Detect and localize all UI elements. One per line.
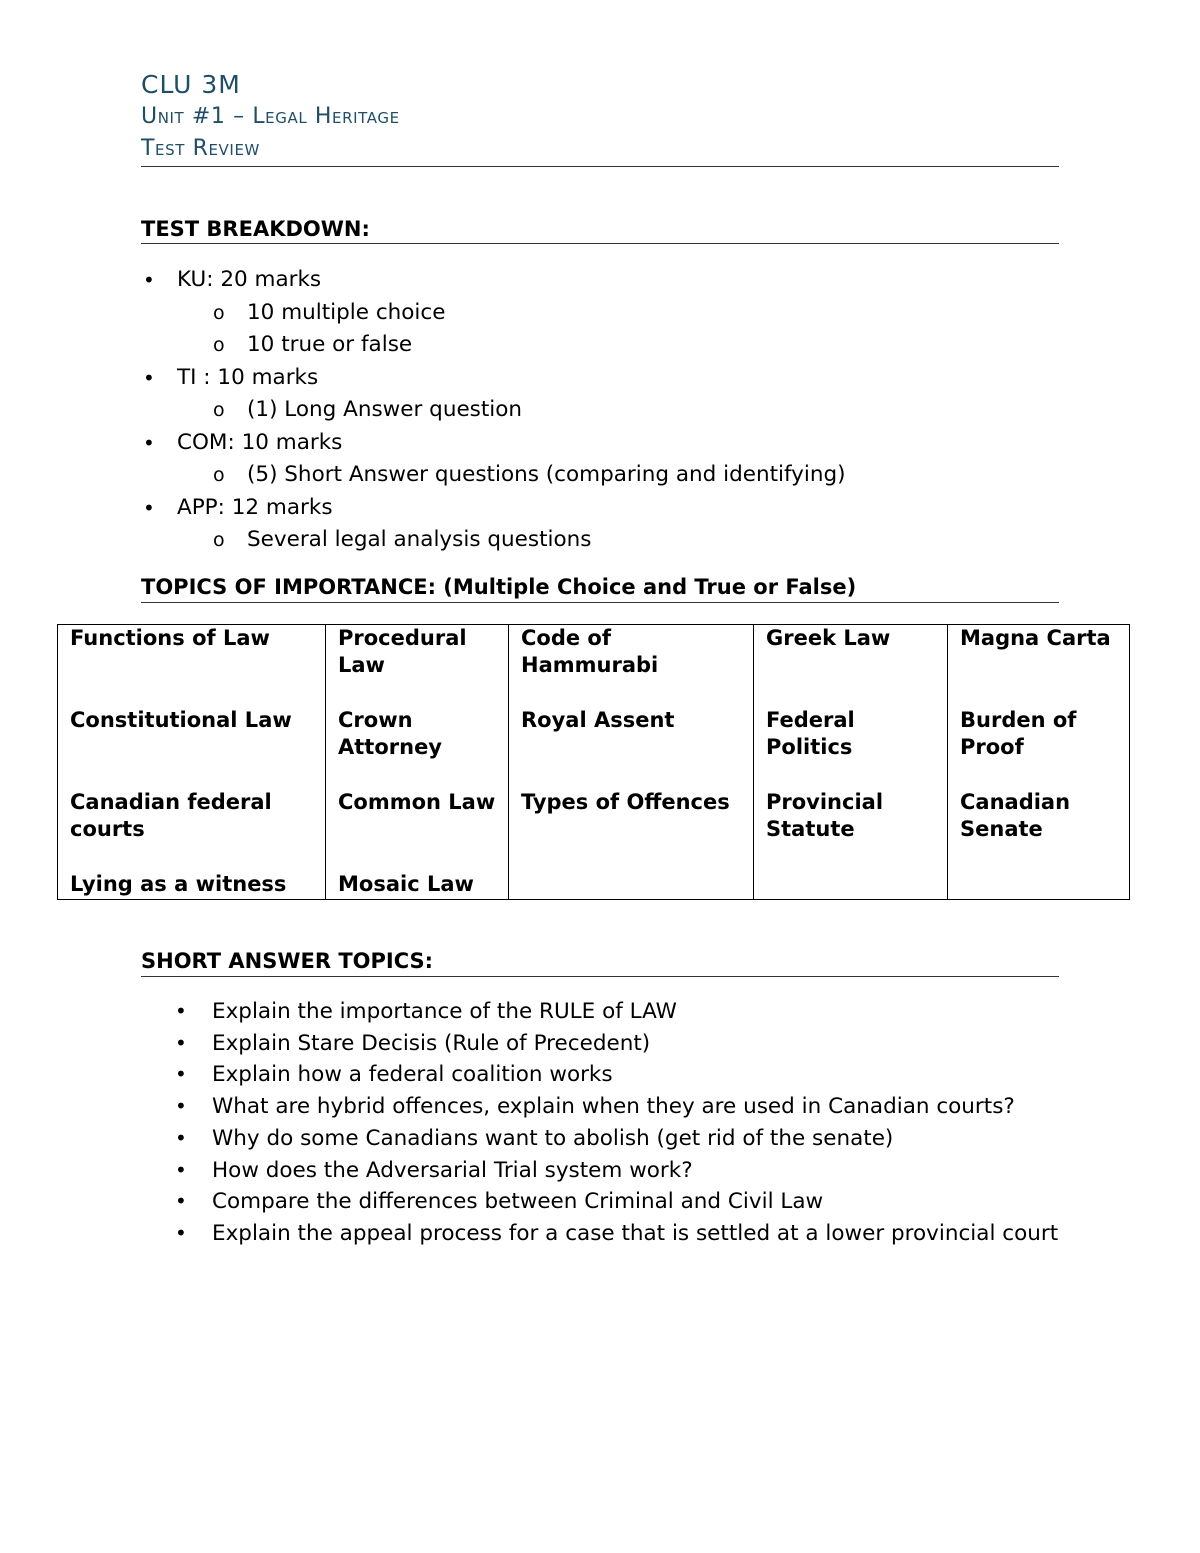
short-answer-heading: SHORT ANSWER TOPICS: [141, 949, 434, 973]
short-answer-list [141, 996, 1059, 1250]
bullet-icon: • [143, 365, 155, 390]
breakdown-item-label: COM: 10 marks [177, 429, 343, 455]
short-answer-text: Compare the differences between Criminal and Civil Law [212, 1189, 824, 1215]
circle-bullet-icon: o [213, 464, 225, 486]
topic-item: Magna Carta [960, 626, 1111, 650]
topic-item: Royal Assent [521, 708, 675, 732]
short-answer-text: How does the Adversarial Trial system work? [212, 1157, 693, 1183]
circle-bullet-icon: o [213, 301, 225, 324]
breakdown-item [141, 427, 1059, 460]
topic-item: Functions of Law [70, 626, 270, 650]
topics-column [948, 625, 1130, 900]
short-answer-item [141, 996, 1059, 1028]
breakdown-subitem-label: 10 multiple choice [247, 299, 446, 325]
bullet-icon: • [143, 430, 155, 455]
title-block [141, 68, 1059, 165]
bullet-icon: • [143, 495, 155, 520]
breakdown-subitem-label: Several legal analysis questions [247, 527, 592, 552]
breakdown-subitem-label: 10 true or false [247, 332, 413, 357]
short-answer-text: Explain the importance of the RULE of LAW [212, 999, 677, 1024]
circle-bullet-icon: o [213, 529, 225, 551]
unit-title: Unit #1 – Legal Heritage [141, 104, 400, 129]
bullet-icon: • [175, 1030, 187, 1055]
topics-column [509, 625, 754, 900]
topic-item: Canadian federal courts [70, 790, 272, 841]
breakdown-subitem [141, 459, 1059, 492]
topic-item: Lying as a witness [70, 872, 287, 896]
topics-divider [141, 602, 1059, 603]
topics-row [58, 625, 1130, 900]
short-answer-divider [141, 976, 1059, 977]
short-answer-item [141, 1091, 1059, 1123]
short-answer-item [141, 1028, 1059, 1060]
bullet-icon: • [143, 268, 155, 292]
topics-column [58, 625, 326, 900]
title-divider [141, 166, 1059, 167]
topic-item: Burden of Proof [960, 708, 1077, 759]
short-answer-text: Explain how a federal coalition works [212, 1062, 613, 1088]
topics-heading: TOPICS OF IMPORTANCE: (Multiple Choice and True or False) [141, 575, 857, 599]
bullet-icon: • [175, 1062, 187, 1087]
topic-item: Greek Law [766, 626, 891, 650]
short-answer-text: Why do some Canadians want to abolish (get rid of the senate) [212, 1125, 894, 1151]
topics-column [326, 625, 509, 900]
review-title: Test Review [141, 136, 260, 161]
breakdown-list [141, 264, 1059, 557]
breakdown-item [141, 492, 1059, 525]
breakdown-divider [141, 243, 1059, 244]
topic-item: Procedural Law [338, 626, 467, 677]
topic-item: Types of Offences [521, 790, 730, 814]
bullet-icon: • [175, 1094, 187, 1119]
short-answer-text: Explain Stare Decisis (Rule of Precedent) [212, 1030, 651, 1056]
topic-item: Code of Hammurabi [521, 626, 659, 677]
topic-item: Federal Politics [766, 708, 855, 759]
breakdown-item-label: APP: 12 marks [177, 494, 333, 520]
breakdown-item [141, 362, 1059, 395]
topic-item: Crown Attorney [338, 708, 442, 759]
breakdown-subitem [141, 297, 1059, 330]
breakdown-subitem [141, 524, 1059, 557]
topics-column [754, 625, 948, 900]
topic-item: Canadian Senate [960, 790, 1071, 841]
course-code: CLU 3M [141, 70, 241, 99]
short-answer-text: What are hybrid offences, explain when they are used in Canadian courts? [212, 1094, 1015, 1120]
short-answer-item [141, 1059, 1059, 1091]
breakdown-heading: TEST BREAKDOWN: [141, 217, 370, 241]
topic-item: Mosaic Law [338, 872, 474, 896]
breakdown-subitem [141, 329, 1059, 362]
short-answer-item [141, 1123, 1059, 1155]
bullet-icon: • [175, 1125, 187, 1150]
short-answer-item [141, 1155, 1059, 1187]
circle-bullet-icon: o [213, 399, 225, 421]
breakdown-subitem-label: (1) Long Answer question [247, 397, 523, 422]
short-answer-item [141, 1218, 1059, 1250]
bullet-icon: • [175, 1157, 187, 1182]
circle-bullet-icon: o [213, 334, 225, 356]
breakdown-item-label: KU: 20 marks [177, 267, 322, 292]
breakdown-item-label: TI : 10 marks [177, 364, 319, 390]
topic-item: Constitutional Law [70, 708, 292, 732]
breakdown-subitem [141, 394, 1059, 427]
bullet-icon: • [175, 999, 187, 1023]
bullet-icon: • [175, 1189, 187, 1214]
short-answer-text: Explain the appeal process for a case that is settled at a lower provincial court [212, 1220, 1059, 1246]
topic-item: Provincial Statute [766, 790, 884, 841]
breakdown-item [141, 264, 1059, 297]
breakdown-subitem-label: (5) Short Answer questions (comparing and identifying) [247, 462, 846, 487]
short-answer-item [141, 1186, 1059, 1218]
topic-item: Common Law [338, 790, 496, 814]
topics-table [57, 624, 1130, 900]
bullet-icon: • [175, 1220, 187, 1245]
